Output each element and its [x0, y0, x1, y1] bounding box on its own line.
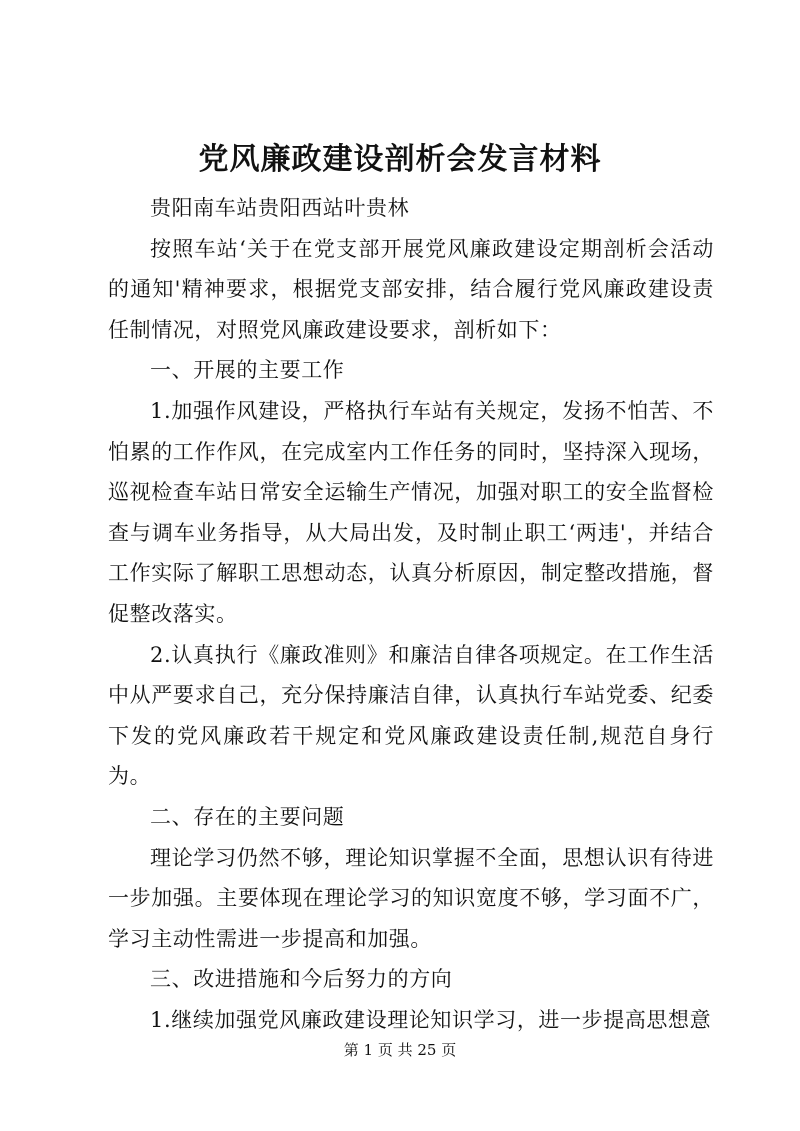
- section-2-paragraph: 理论学习仍然不够，理论知识掌握不全面，思想认识有待进一步加强。主要体现在理论学习的知识宽度不够，学习面不广，学习主动性需进一步提高和加强。: [108, 845, 714, 951]
- intro-paragraph: 按照车站‘关于在党支部开展党风廉政建设定期剖析会活动的通知'精神要求，根据党支部安排，结合履行党风廉政建设责任制情况，对照党风廉政建设要求，剖析如下：: [108, 236, 714, 342]
- author-line: 贵阳南车站贵阳西站叶贵林: [150, 196, 410, 220]
- section-1-item-1: 1.加强作风建设，严格执行车站有关规定，发扬不怕苦、不怕累的工作作风，在完成室内工作任务的同时，坚持深入现场，巡视检查车站日常安全运输生产情况，加强对职工的安全监督检查与调车业务指导，从大局出发，及时制止职工‘两违'，并结合工作实际了解职工思想动态，认真分析原因，制定整改措施，督促整改落实。: [108, 398, 714, 626]
- document-title: 党风廉政建设剖析会发言材料: [198, 142, 602, 177]
- page-footer: 第 1 页 共 25 页: [343, 1041, 457, 1059]
- section-3-item-1: 1.继续加强党风廉政建设理论知识学习，进一步提高思想意: [150, 1007, 712, 1032]
- section-heading-3: 三、改进措施和今后努力的方向: [150, 967, 453, 992]
- document-body: [108, 188, 714, 1040]
- section-1-item-2: 2.认真执行《廉政准则》和廉洁自律各项规定。在工作生活中从严要求自己，充分保持廉洁自律，认真执行车站党委、纪委下发的党风廉政若干规定和党风廉政建设责任制,规范自身行为。: [108, 642, 714, 789]
- section-heading-1: 一、开展的主要工作: [150, 358, 345, 383]
- section-heading-2: 二、存在的主要问题: [150, 804, 345, 829]
